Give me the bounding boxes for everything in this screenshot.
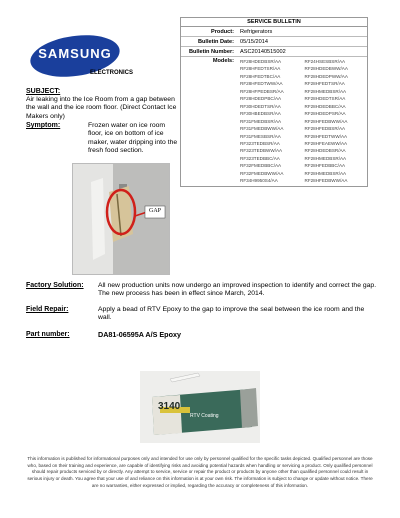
model-number: RF28HDEDBSR/AA xyxy=(304,148,346,154)
model-number: RF28HFEAEWW/AA xyxy=(304,140,348,146)
model-number: RF28HDEDPSR/AA xyxy=(304,111,346,117)
model-number: RF34H9950S4/AA xyxy=(240,178,278,184)
logo-brand-text: SAMSUNG xyxy=(38,46,112,61)
model-number: RF30HBEDBSR/AA xyxy=(240,111,281,117)
model-number: RF28HDEDPBC/AA xyxy=(240,96,282,102)
model-number: RF28HDEDBBC/AA xyxy=(304,103,346,109)
factory-solution-text: All new production units now undergo an improved inspection to identify and correct the gap. The new process has been in effect since March, 2014. xyxy=(98,282,377,298)
model-number: RF31FMESBSR/AA xyxy=(240,133,281,139)
model-number: RF28HDEDPWW/AA xyxy=(304,73,348,79)
field-repair-text: Apply a bead of RTV Epoxy to the gap to improve the seal between the ice room and the wall. xyxy=(98,306,365,322)
part-number-label: Part number: xyxy=(26,331,70,338)
number-row xyxy=(181,47,367,57)
model-number: RF28HMEDBSR/AA xyxy=(304,155,347,161)
service-bulletin-table xyxy=(180,17,368,187)
model-number: RF31FMEDBWW/AA xyxy=(240,126,284,132)
model-number: RF28HMEDBSR/AA xyxy=(304,170,347,176)
date-value: 05/15/2014 xyxy=(240,38,268,45)
models-label: Models: xyxy=(212,58,234,64)
model-number: RF28HFEDTWW/AA xyxy=(240,81,283,87)
model-number: RF28HDEDBWW/AA xyxy=(304,66,348,72)
model-number: RF24HSESBSR/AA xyxy=(304,59,346,64)
model-number: RF28HFEDBSR/AA xyxy=(304,126,346,132)
model-number: RF32FMEDBWW/AA xyxy=(240,170,284,176)
subject-text: Air leaking into the Ice Room from a gap between the wall and the ice room floor. (Direct Contact Ice Makers only) xyxy=(26,96,177,120)
date-label: Bulletin Date: xyxy=(197,38,234,45)
subject-label: SUBJECT: xyxy=(26,88,61,95)
model-number: RF323TEDBWW/AA xyxy=(240,148,283,154)
tube-sub-text: RTV Coating xyxy=(190,413,219,419)
model-number: RF28HMEDBSR/AA xyxy=(304,88,347,94)
model-number: RF30HDEDTSR/AA xyxy=(240,103,281,109)
factory-solution-label: Factory Solution: xyxy=(26,282,84,289)
product-value: Refrigerators xyxy=(240,28,273,35)
number-value: ASC20140515002 xyxy=(240,48,286,55)
model-number: RF28HFEDBWW/AA xyxy=(304,118,348,124)
ice-room-illustration xyxy=(73,164,169,274)
model-number: RF28HFEDBWW/AA xyxy=(304,178,348,184)
number-label: Bulletin Number: xyxy=(188,48,234,55)
part-number-value: DA81-06595A A/S Epoxy xyxy=(98,330,181,339)
model-number: RF28HFEDTSR/AA xyxy=(240,66,281,72)
model-number: RF28HFEDTSR/AA xyxy=(304,81,345,87)
model-number: RF323TEDBSR/AA xyxy=(240,140,280,146)
model-number: RF28HFEDBBC/AA xyxy=(304,163,346,169)
model-number: RF28HDEDTSR/AA xyxy=(304,96,346,102)
model-number: RF31FMEDBSR/AA xyxy=(240,118,282,124)
ice-room-gap-photo xyxy=(72,163,170,275)
models-row xyxy=(181,57,367,186)
symptom-label: Symptom: xyxy=(26,122,61,129)
models-list xyxy=(237,57,367,186)
model-number: RF32FMEDBBC/AA xyxy=(240,163,282,169)
field-repair-label: Field Repair: xyxy=(26,306,69,313)
model-number: RF28HDEDBSR/AA xyxy=(240,59,282,64)
product-label: Product: xyxy=(211,28,234,35)
date-row xyxy=(181,37,367,47)
bulletin-title: SERVICE BULLETIN xyxy=(181,18,367,27)
legal-disclaimer: This information is published for informational purposes only and intended for use only by personnel qualified for the specific tasks depicted. Qualified personnel are those who, based on their training and experience, are capable of identifying risks and avoiding potential hazards when handling or servicing a product. Only qualified personnel should repair products serviced by or directly. Any attempt to service, service or repair the product or products by anyone other than qualified personnel could result in serious injury or death. You agree that your use of and reliance on this information is at your own risk. The information is subject to change or update without notice. There are no warranties, either expressed or implied, regarding the accuracy or completeness of this information. xyxy=(27,456,373,488)
epoxy-tube-photo xyxy=(140,371,260,443)
gap-label: GAP xyxy=(148,208,161,214)
model-number: RF28HFEDTWW/AA xyxy=(304,133,348,139)
symptom-text: Frozen water on ice room floor, ice on bottom of ice maker, water dripping into the fresh food section. xyxy=(88,122,178,155)
model-number: RF28HFEDTBC/AA xyxy=(240,73,281,79)
model-number: RF323TEDBBC/AA xyxy=(240,155,280,161)
tube-brand-text: 3140 xyxy=(158,401,181,412)
logo-division-text: ELECTRONICS xyxy=(90,70,134,76)
model-number: RF28HFPEDBSR/AA xyxy=(240,88,284,94)
product-row xyxy=(181,27,367,37)
